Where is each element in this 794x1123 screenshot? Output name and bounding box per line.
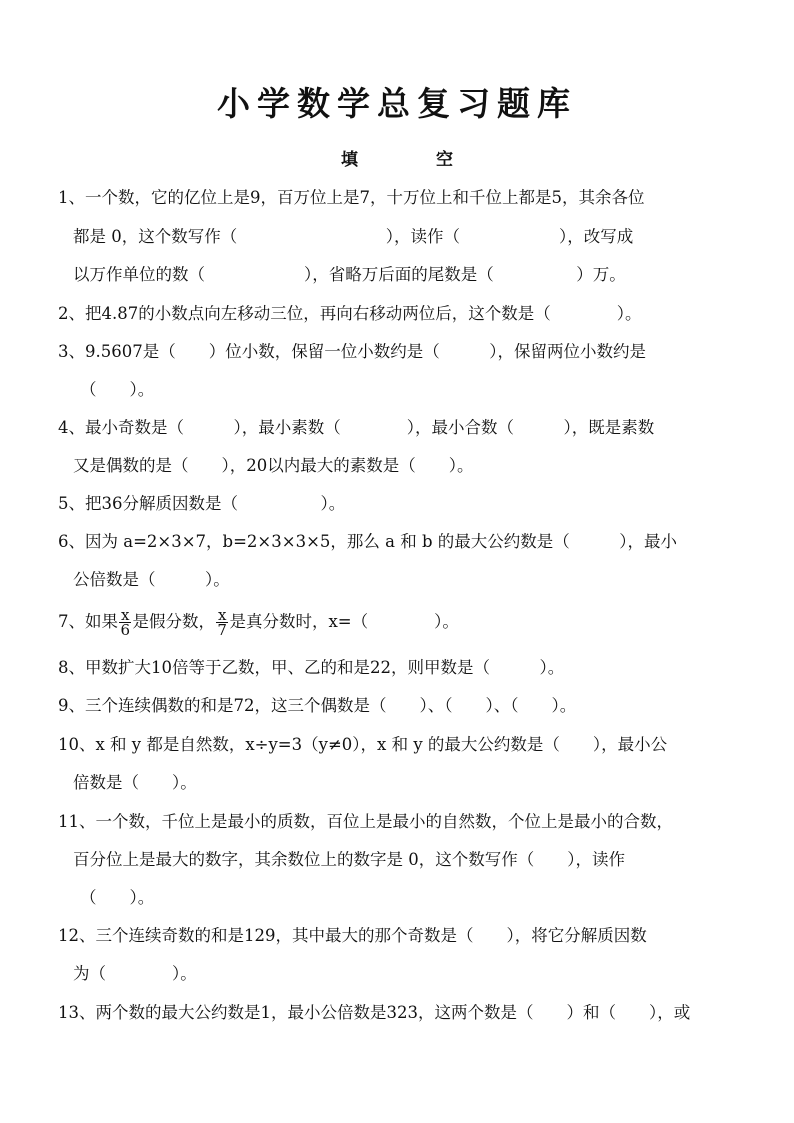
- fraction-denominator: 7: [217, 621, 227, 639]
- question-7: [58, 608, 459, 637]
- question-6-line-2: 公倍数是（ ）。: [73, 570, 230, 589]
- question-7-middle: 是假分数，: [132, 612, 215, 631]
- question-11-line-2: 百分位上是最大的数字，其余数位上的数字是 0，这个数写作（ ），读作: [73, 850, 625, 869]
- question-12-line-1: 12、三个连续奇数的和是129，其中最大的那个奇数是（ ），将它分解质因数: [58, 926, 647, 945]
- question-11-line-1: 11、一个数，千位上是最小的质数，百位上是最小的自然数，个位上是最小的合数，: [58, 812, 673, 831]
- question-1-line-3: 以万作单位的数（ ），省略万后面的尾数是（ ）万。: [73, 265, 626, 284]
- fraction-numerator: x: [217, 606, 227, 624]
- question-7-suffix: 是真分数时，x=（ ）。: [229, 612, 459, 631]
- question-3-line-2: （ ）。: [80, 380, 155, 399]
- question-7-prefix: 7、如果: [58, 612, 118, 631]
- question-9: 9、三个连续偶数的和是72，这三个偶数是（ ）、（ ）、（ ）。: [58, 696, 577, 715]
- question-1-line-2: 都是 0，这个数写作（ ），读作（ ），改写成: [73, 227, 634, 246]
- question-10-line-1: 10、x 和 y 都是自然数，x÷y=3（y≠0），x 和 y 的最大公约数是（ ），最小公: [58, 735, 668, 754]
- question-12-line-2: 为（ ）。: [73, 964, 197, 983]
- question-10-line-2: 倍数是（ ）。: [73, 773, 197, 792]
- fraction-x-over-6: [119, 608, 131, 637]
- question-4-line-2: 又是偶数的是（ ），20以内最大的素数是（ ）。: [73, 456, 474, 475]
- question-13-line-1: 13、两个数的最大公约数是1，最小公倍数是323，这两个数是（ ）和（ ），或: [58, 1003, 691, 1022]
- fraction-x-over-7: [216, 608, 228, 637]
- fraction-denominator: 6: [120, 621, 130, 639]
- question-3-line-1: 3、9.5607是（ ）位小数，保留一位小数约是（ ），保留两位小数约是: [58, 342, 646, 361]
- question-8: 8、甲数扩大10倍等于乙数，甲、乙的和是22，则甲数是（ ）。: [58, 658, 565, 677]
- question-6-line-1: 6、因为 a=2×3×7，b=2×3×3×5，那么 a 和 b 的最大公约数是（ ），最小: [58, 532, 678, 551]
- question-1-line-1: 1、一个数，它的亿位上是9，百万位上是7，十万位上和千位上都是5，其余各位: [58, 188, 645, 207]
- question-11-line-3: （ ）。: [80, 888, 155, 907]
- question-5: 5、把36分解质因数是（ ）。: [58, 494, 346, 513]
- page-title: 小学数学总复习题库: [217, 84, 577, 123]
- fraction-numerator: x: [121, 606, 130, 624]
- section-heading: 填 空: [341, 150, 489, 170]
- question-4-line-1: 4、最小奇数是（ ），最小素数（ ），最小合数（ ），既是素数: [58, 418, 655, 437]
- question-2: 2、把4.87的小数点向左移动三位，再向右移动两位后，这个数是（ ）。: [58, 304, 642, 323]
